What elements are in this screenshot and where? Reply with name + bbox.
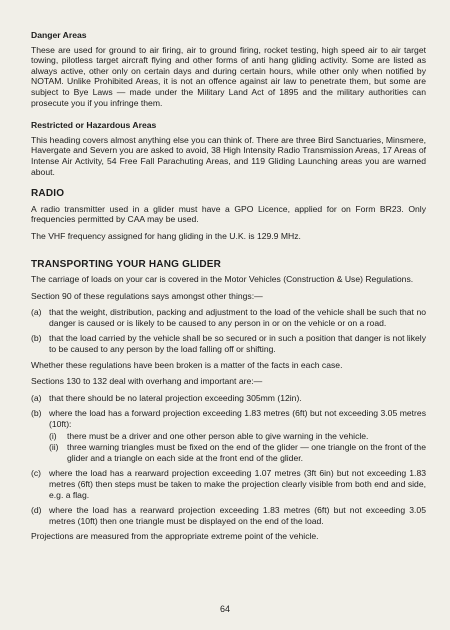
list-item-label: (a) <box>31 392 42 403</box>
transport-paragraph-4: Sections 130 to 132 deal with overhang and important are:— <box>31 376 263 387</box>
restricted-areas-text: This heading covers almost anything else you can think of. There are three Bird Sanctuaries, Minsmere, Havergate and Severn you are asked to avoid, 38 High Intensity Radio Transmission Areas, 17 Areas of Intense Air Activity, 54 Free Fall Parachuting Areas, and 119 Gliding Launching areas you are warned about. <box>31 134 426 177</box>
list-item <box>31 505 426 526</box>
list-item <box>31 393 426 404</box>
transport-heading: TRANSPORTING YOUR HANG GLIDER <box>31 258 222 270</box>
radio-paragraph-1: A radio transmitter used in a glider must have a GPO Licence, applied for on Form BR23. Only frequencies permitted by CAA may be used. <box>31 203 426 225</box>
sub-list-item-text: three warning triangles must be fixed on the end of the glider — one triangle on the front of the glider and a triangle on each side at the front end of the glider. <box>67 442 426 463</box>
list-item-text: where the load has a forward projection exceeding 1.83 metres (6ft) but not exceeding 3.05 metres (10ft): <box>49 408 426 430</box>
transport-paragraph-2: Section 90 of these regulations says amongst other things:— <box>31 290 263 301</box>
list-item-text: where the load has a rearward projection exceeding 1.07 metres (3ft 6in) but not exceeding 1.83 metres (6ft) then steps must be taken to make the projection clearly visible from both end and side, e.g. a flag. <box>49 468 426 500</box>
list-item-label: (b) <box>31 408 42 419</box>
list-item <box>31 307 426 328</box>
list-item <box>31 333 426 354</box>
sub-list-item-label: (ii) <box>49 442 59 453</box>
list-item-label: (d) <box>31 505 42 516</box>
sub-list-item-label: (i) <box>49 430 57 441</box>
page-number: 64 <box>219 604 230 614</box>
sub-list <box>49 431 426 464</box>
danger-areas-text: These are used for ground to air firing, air to ground firing, rocket testing, high speed air to air target towing, pilotless target aircraft flying and other forms of anti hang gliding activity. Some are listed as always active, other only on certain days and during certain hours, while other only when notified by NOTAM. Unlike Prohibited Areas, it is not an offence against air law to penetrate them, but some are subject to Bye Laws — made under the Military Land Act of 1895 and the military authorities can prosecute you if you infringe them. <box>31 44 426 108</box>
list-item <box>31 408 426 429</box>
list-item-label: (a) <box>31 307 42 318</box>
list-item <box>31 468 426 500</box>
list-item-text: where the load has a rearward projection exceeding 1.83 metres (6ft) but not exceeding 3.05 metres (10ft) then one triangle must be displayed on the end of the load. <box>49 505 426 526</box>
radio-heading: RADIO <box>31 188 65 200</box>
transport-paragraph-5: Projections are measured from the appropriate extreme point of the vehicle. <box>31 531 319 542</box>
danger-areas-heading: Danger Areas <box>31 30 87 40</box>
sub-list-item-text: there must be a driver and one other person able to give warning in the vehicle. <box>67 430 369 441</box>
list-item-text: that the weight, distribution, packing and adjustment to the load of the vehicle shall be such that no danger is caused or is likely to be caused to any person in or on the vehicle or on a road. <box>49 307 426 328</box>
radio-paragraph-2: The VHF frequency assigned for hang gliding in the U.K. is 129.9 MHz. <box>31 230 301 241</box>
transport-paragraph-3: Whether these regulations have been broken is a matter of the facts in each case. <box>31 359 343 370</box>
sub-list-item <box>49 431 426 442</box>
list-item-label: (b) <box>31 333 42 344</box>
sub-list-item <box>49 442 426 463</box>
list-item-label: (c) <box>31 468 42 479</box>
transport-paragraph-1: The carriage of loads on your car is covered in the Motor Vehicles (Construction & Use) Regulations. <box>31 274 414 285</box>
restricted-areas-heading: Restricted or Hazardous Areas <box>31 120 157 131</box>
list-item-text: that the load carried by the vehicle shall be so secured or in such a position that danger is not likely to be caused to any person by the load falling off or shifting. <box>49 333 426 355</box>
list-item-text: that there should be no lateral projection exceeding 305mm (12in). <box>49 392 302 403</box>
